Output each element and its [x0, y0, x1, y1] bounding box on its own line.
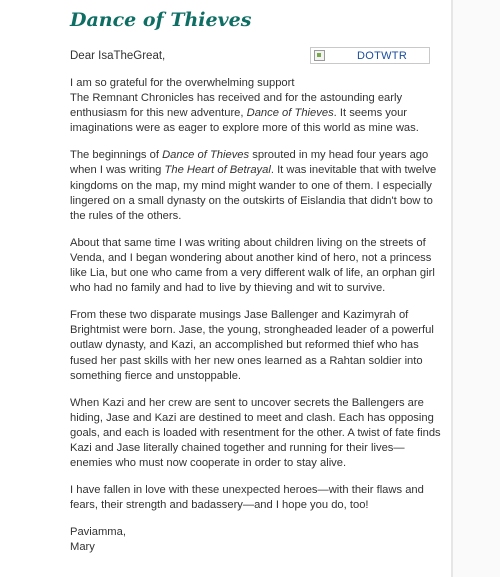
image-alt-text: DOTWTR	[357, 49, 408, 62]
letter-body	[70, 76, 442, 513]
italic-title-text: The Heart of Betrayal	[164, 164, 271, 177]
paragraph-text: . It was inevitable that with twelve kingdoms on the map, my mind might wander to one of them. I especially lingered on a small dynasty on the outskirts of Eislandia that didn't bow to the rules of the others.	[70, 164, 437, 222]
paragraph-text: sprouted in my head four years ago when I was writing	[70, 149, 429, 177]
paragraph-text: When Kazi and her crew are sent to uncover secrets the Ballengers are hiding, Jase and Kazi are destined to meet and clash. Each has opposing goals, and each is loaded with resentment for the other. A twist of fate finds Kazi and Jase literally chained together and running for their lives—enemies who must now cooperate in order to stay alive.	[70, 396, 441, 470]
paragraph-text: The Remnant Chronicles has received and for the astounding early enthusiasm for this new adventure,	[70, 92, 403, 120]
greeting-row	[70, 46, 442, 66]
body-paragraph	[70, 396, 442, 471]
body-paragraph	[70, 148, 442, 223]
body-paragraph	[70, 483, 442, 513]
paragraph-text: I have fallen in love with these unexpected heroes—with their flaws and fears, their strength and badassery—and I hope you do, too!	[70, 484, 424, 512]
signature: Mary	[70, 541, 95, 554]
letter-content	[70, 8, 442, 556]
italic-title-text: Dance of Thieves	[246, 107, 334, 120]
closing: Paviamma,	[70, 526, 126, 539]
italic-title-text: Dance of Thieves	[162, 149, 250, 162]
greeting: Dear IsaTheGreat,	[70, 50, 166, 62]
body-paragraph	[70, 308, 442, 383]
body-paragraph	[70, 76, 442, 136]
paragraph-text: From these two disparate musings Jase Ballenger and Kazimyrah of Brightmist were born. Jase, the young, strongheaded leader of a powerful outlaw dynasty, and Kazi, an accomplished but reformed thief who has fused her past skills with her new ones learned as a Rahtan soldier into something fierce and unstoppable.	[70, 309, 434, 382]
broken-image-icon	[314, 50, 325, 61]
letter-title: Dance of Thieves	[70, 9, 252, 31]
body-paragraph	[70, 236, 442, 296]
embedded-image-placeholder	[310, 47, 430, 64]
paragraph-text: I am so grateful for the overwhelming support	[70, 77, 295, 89]
right-gutter	[453, 0, 500, 577]
paragraph-text: The beginnings of	[70, 149, 163, 162]
paragraph-text: . It seems your imaginations were as eager to explore more of this world as mine was.	[70, 107, 419, 135]
signoff	[70, 525, 442, 555]
paragraph-text: About that same time I was writing about children living on the streets of Venda, and I began wondering about another kind of hero, not a princess like Lia, but one who came from a very different walk of life, an orphan girl who had no family and had to live by thieving and wit to survive.	[70, 236, 435, 295]
